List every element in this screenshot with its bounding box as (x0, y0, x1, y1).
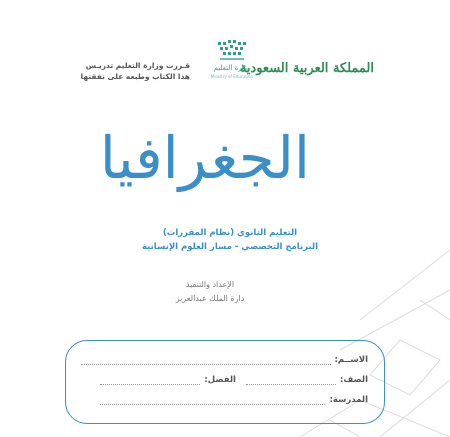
ministry-name: وزارة التعليم (213, 64, 251, 72)
ministry-emblem-icon (214, 40, 250, 62)
kingdom-logo: المملكة العربية السعودية (239, 61, 374, 76)
school-field[interactable] (100, 395, 325, 405)
student-info-box (65, 340, 385, 424)
grade-row (100, 375, 368, 385)
subtitle-line-1: التعليم الثانوي (نظام المقررات) (162, 228, 298, 238)
decree-line-1: قـررت وزارة التعليم تدريـس (85, 61, 190, 70)
decree-text (20, 60, 190, 82)
school-label: المدرسة: (329, 395, 368, 405)
class-label: الفصل: (204, 375, 236, 385)
prepared-by-org: دارة الملك عبدالعزيز (175, 294, 245, 303)
ministry-name-en: Ministry of Education (210, 74, 254, 79)
name-field[interactable] (81, 355, 331, 365)
prepared-by-label: الإعداد والتنفيذ (185, 280, 235, 289)
ministry-logo (200, 40, 264, 88)
class-field[interactable] (100, 375, 200, 385)
book-title: الجغرافيا (99, 124, 310, 192)
decree-line-2: هذا الكتاب وطبعه على نفقتها (80, 72, 190, 81)
school-row (100, 395, 368, 405)
name-label: الاســم: (334, 355, 368, 365)
grade-label: الصف: (339, 375, 368, 385)
name-row (81, 355, 368, 365)
subtitle-line-2: البرنامج التخصصي - مسار العلوم الإنسانية (141, 242, 319, 252)
grade-field[interactable] (246, 375, 336, 385)
